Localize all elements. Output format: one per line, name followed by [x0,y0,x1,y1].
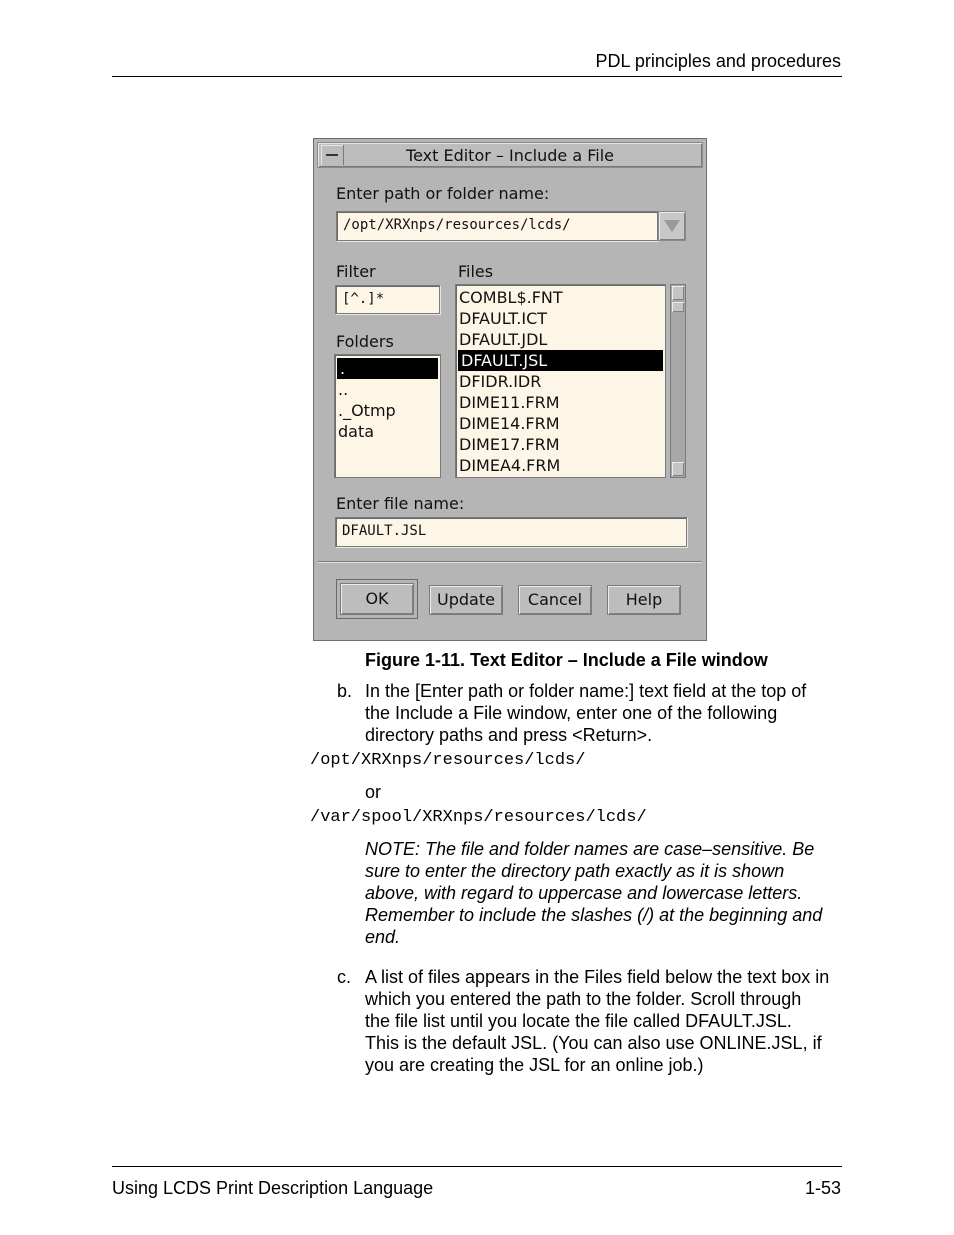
step-b-line: the Include a File window, enter one of the following [365,703,778,723]
dialog-title: Text Editor – Include a File [406,146,614,165]
folders-list[interactable] [334,354,441,478]
folders-list-item[interactable]: .. [338,380,349,399]
folders-list-item[interactable]: data [338,422,375,441]
running-footer-title: Using LCDS Print Description Language [112,1178,434,1198]
note-line: end. [365,927,401,947]
dialog-separator [318,561,702,563]
page-number: 1-53 [804,1178,841,1198]
scroll-down-arrow-icon[interactable] [672,462,684,476]
step-c-marker: c. [337,967,352,987]
note-line: NOTE: The file and folder names are case–sensitive. Be [365,839,815,859]
files-list-item[interactable]: DIME17.FRM [459,435,560,454]
files-scrollbar[interactable] [670,284,686,478]
step-c-line: This is the default JSL. (You can also use ONLINE.JSL, if [365,1033,822,1053]
path-dropdown-button[interactable] [658,211,686,241]
files-list-item[interactable]: DFAULT.JDL [459,330,548,349]
filename-label: Enter file name: [336,494,465,513]
help-button[interactable]: Help [607,585,681,615]
ok-button[interactable]: OK [340,583,414,615]
dialog-titlebar [317,142,703,168]
files-list-item[interactable]: DIME11.FRM [459,393,560,412]
step-c-line: which you entered the path to the folder. Scroll through [365,989,802,1009]
filter-label: Filter [336,262,376,281]
note-line: Remember to include the slashes (/) at the beginning and [365,905,823,925]
step-b-line: directory paths and press <Return>. [365,725,653,745]
note-line: above, with regard to uppercase and lowercase letters. [365,883,803,903]
note-line: sure to enter the directory path exactly as it is shown [365,861,785,881]
files-list-item[interactable]: DIME14.FRM [459,414,560,433]
update-button[interactable]: Update [429,585,503,615]
step-c-line: A list of files appears in the Files field below the text box in [365,967,830,987]
folders-list-item[interactable]: ._Otmp [338,401,396,420]
note-block [365,838,822,948]
files-list-item[interactable]: COMBL$.FNT [459,288,563,307]
folders-label: Folders [336,332,394,351]
footer-rule [112,1166,842,1167]
running-header: PDL principles and procedures [595,51,841,71]
figure-caption: Figure 1-11. Text Editor – Include a File window [365,650,768,670]
path-input[interactable]: /opt/XRXnps/resources/lcds/ [336,211,658,241]
cancel-button[interactable]: Cancel [518,585,592,615]
or-text: or [365,782,382,802]
step-b-text [365,680,806,746]
scroll-up-arrow-icon[interactable] [672,286,684,300]
scroll-thumb[interactable] [672,302,684,312]
path-example-2: /var/spool/XRXnps/resources/lcds/ [310,808,647,827]
path-label: Enter path or folder name: [336,184,550,203]
files-list-item[interactable]: DFAULT.JSL [458,350,663,371]
files-list-item[interactable]: DFAULT.ICT [459,309,548,328]
step-c-line: you are creating the JSL for an online job.) [365,1055,704,1075]
files-label: Files [458,262,494,281]
step-c-text [365,966,829,1076]
files-list[interactable] [455,284,666,478]
filename-input[interactable]: DFAULT.JSL [335,517,687,547]
step-b-line: In the [Enter path or folder name:] text field at the top of [365,681,807,701]
folders-list-item[interactable]: . [337,358,438,379]
path-example-1: /opt/XRXnps/resources/lcds/ [310,751,586,770]
filter-input[interactable]: [^.]* [335,285,440,314]
include-file-dialog [313,138,707,641]
step-c-line: the file list until you locate the file called DFAULT.JSL. [365,1011,792,1031]
header-rule [112,76,842,77]
files-list-item[interactable]: DFIDR.IDR [459,372,542,391]
step-b-marker: b. [337,681,353,701]
files-list-item[interactable]: DIMEA4.FRM [459,456,561,475]
